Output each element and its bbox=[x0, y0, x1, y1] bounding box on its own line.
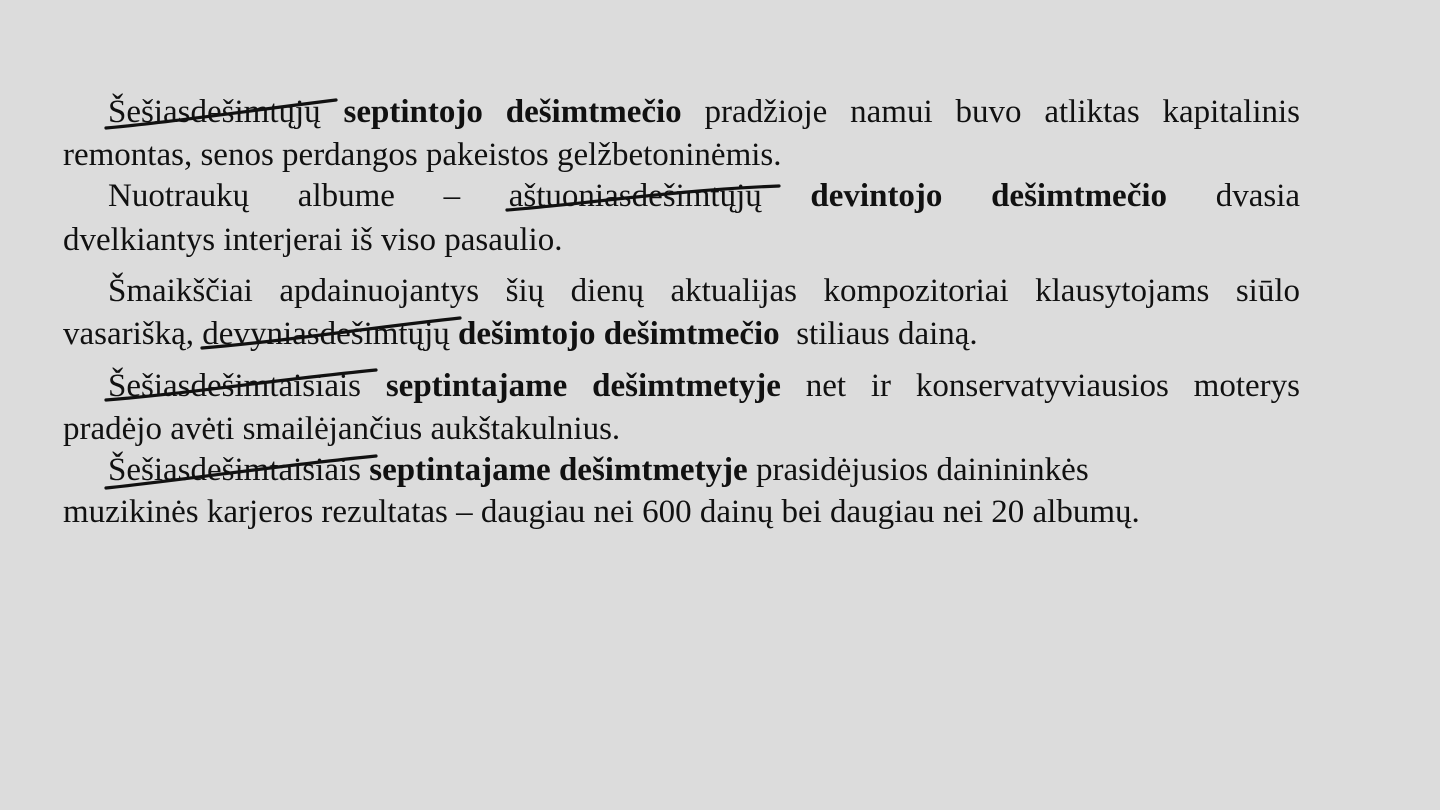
paragraph-5-line-1 bbox=[108, 450, 1089, 490]
paragraph-text: Nuotraukų albume – bbox=[108, 178, 461, 214]
struck-text: Šešiasdešimtaisiais bbox=[108, 368, 361, 404]
paragraph-text: pradžioje namui buvo atliktas kapitalinis bbox=[704, 94, 1300, 130]
paragraph-2-line-2: dvelkiantys interjerai iš viso pasaulio. bbox=[63, 222, 563, 258]
bold-replacement: dešimtojo dešimtmečio bbox=[458, 316, 780, 352]
struck-word bbox=[108, 92, 321, 132]
paragraph-1-line-2: remontas, senos perdangos pakeistos gelžbetoninėmis. bbox=[63, 137, 782, 173]
struck-word bbox=[108, 366, 361, 406]
struck-word bbox=[202, 314, 449, 354]
struck-word bbox=[509, 176, 762, 216]
paragraph-4-line-1 bbox=[108, 366, 1300, 406]
paragraph-text: net ir konservatyviausios moterys bbox=[805, 368, 1301, 404]
paragraph-2-line-1 bbox=[108, 176, 1300, 216]
paragraph-text: dvasia bbox=[1215, 178, 1301, 214]
struck-text: devyniasdešimtųjų bbox=[202, 316, 450, 352]
paragraph-5-line-2: muzikinės karjeros rezultatas – daugiau nei 600 dainų bei daugiau nei 20 albumų. bbox=[63, 494, 1140, 530]
bold-replacement: septintajame dešimtmetyje bbox=[385, 368, 781, 404]
paragraph-text: prasidėjusios dainininkės bbox=[755, 452, 1089, 488]
bold-replacement: septintojo dešimtmečio bbox=[343, 94, 682, 130]
struck-text: aštuoniasdešimtųjų bbox=[508, 178, 762, 214]
paragraph-4-line-2: pradėjo avėti smailėjančius aukštakulnius. bbox=[63, 411, 621, 447]
struck-word bbox=[108, 450, 361, 490]
bold-replacement: devintojo dešimtmečio bbox=[810, 178, 1168, 214]
paragraph-1-line-1 bbox=[108, 92, 1300, 132]
paragraph-text: vasarišką, bbox=[63, 316, 195, 352]
struck-text: Šešiasdešimtaisiais bbox=[108, 452, 361, 488]
paragraph-3-line-1: Šmaikščiai apdainuojantys šių dienų aktualijas kompozitoriai klausytojams siūlo bbox=[108, 273, 1300, 309]
bold-replacement: septintajame dešimtmetyje bbox=[369, 452, 748, 488]
paragraph-text: stiliaus dainą. bbox=[787, 316, 978, 352]
struck-text: Šešiasdešimtųjų bbox=[108, 94, 321, 130]
paragraph-3-line-2 bbox=[63, 314, 978, 354]
